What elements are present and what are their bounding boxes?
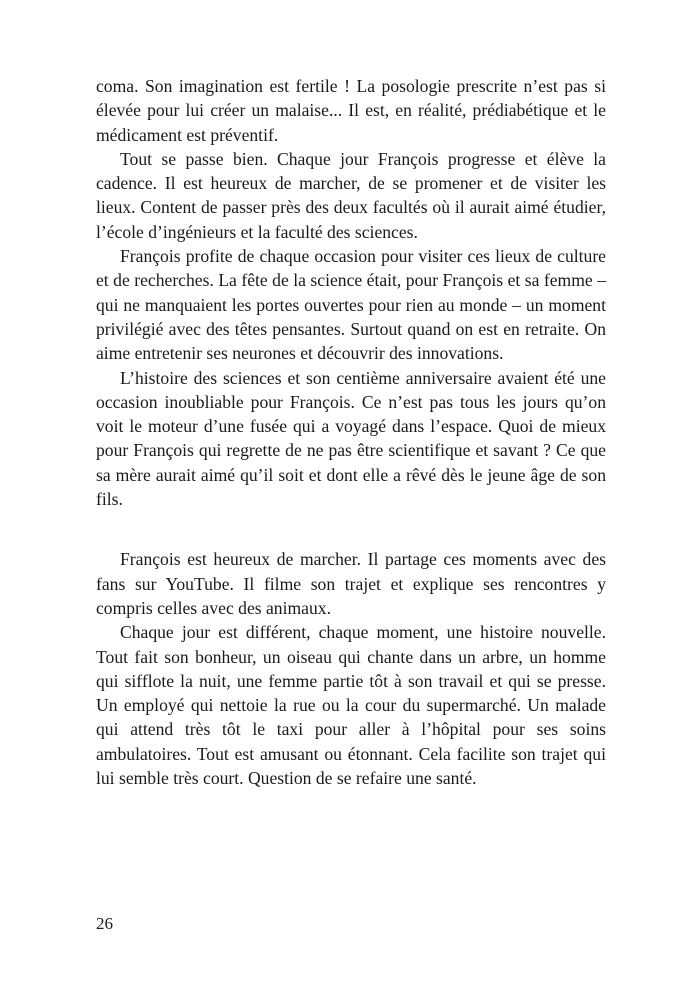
paragraph-4: L’histoire des sciences et son centième anniversaire avaient été une occasion inoubliable pour François. Ce n’est pas tous les jours qu’on voit le moteur d’une fusée qui a voyagé dans l’espace. Quoi de mieux pour François qui regrette de ne pas être scientifique et savant ? Ce que sa mère aurait aimé qu’il soit et dont elle a rêvé dès le jeune âge de son fils. bbox=[96, 367, 606, 510]
paragraph-1: coma. Son imagination est fertile ! La posologie prescrite n’est pas si élevée pour lui créer un malaise... Il est, en réalité, prédiabétique et le médicament est préventif. bbox=[96, 76, 606, 145]
paragraph-3: François profite de chaque occasion pour visiter ces lieux de culture et de recherches. La fête de la science était, pour François et sa femme – qui ne manquaient les portes ouvertes pour rien au monde – un moment privilégié avec des têtes pensantes. Surtout quand on est en retraite. On aime entretenir ses neurones et découvrir des innovations. bbox=[96, 246, 606, 364]
paragraph-6: Chaque jour est différent, chaque moment, une histoire nouvelle. Tout fait son bonheur, un oiseau qui chante dans un arbre, un homme qui sifflote la nuit, une femme partie tôt à son travail et qui se presse. Un employé qui nettoie la rue ou la cour du supermarché. Un malade qui attend très tôt le taxi pour aller à l’hôpital pour ses soins ambulatoires. Tout est amusant ou étonnant. Cela facilite son trajet qui lui semble très court. Question de se refaire une santé. bbox=[96, 622, 606, 789]
paragraph-2: Tout se passe bien. Chaque jour François progresse et élève la cadence. Il est heureux de marcher, de se promener et de visiter les lieux. Content de passer près des deux facultés où il aurait aimé étudier, l’école d’ingénieurs et la faculté des sciences. bbox=[96, 148, 606, 242]
page-body bbox=[96, 74, 606, 790]
paragraph-5: François est heureux de marcher. Il partage ces moments avec des fans sur YouTube. Il filme son trajet et explique ses rencontres y compris celles avec des animaux. bbox=[96, 549, 606, 618]
section-break bbox=[96, 511, 606, 547]
page-number: 26 bbox=[96, 914, 113, 933]
